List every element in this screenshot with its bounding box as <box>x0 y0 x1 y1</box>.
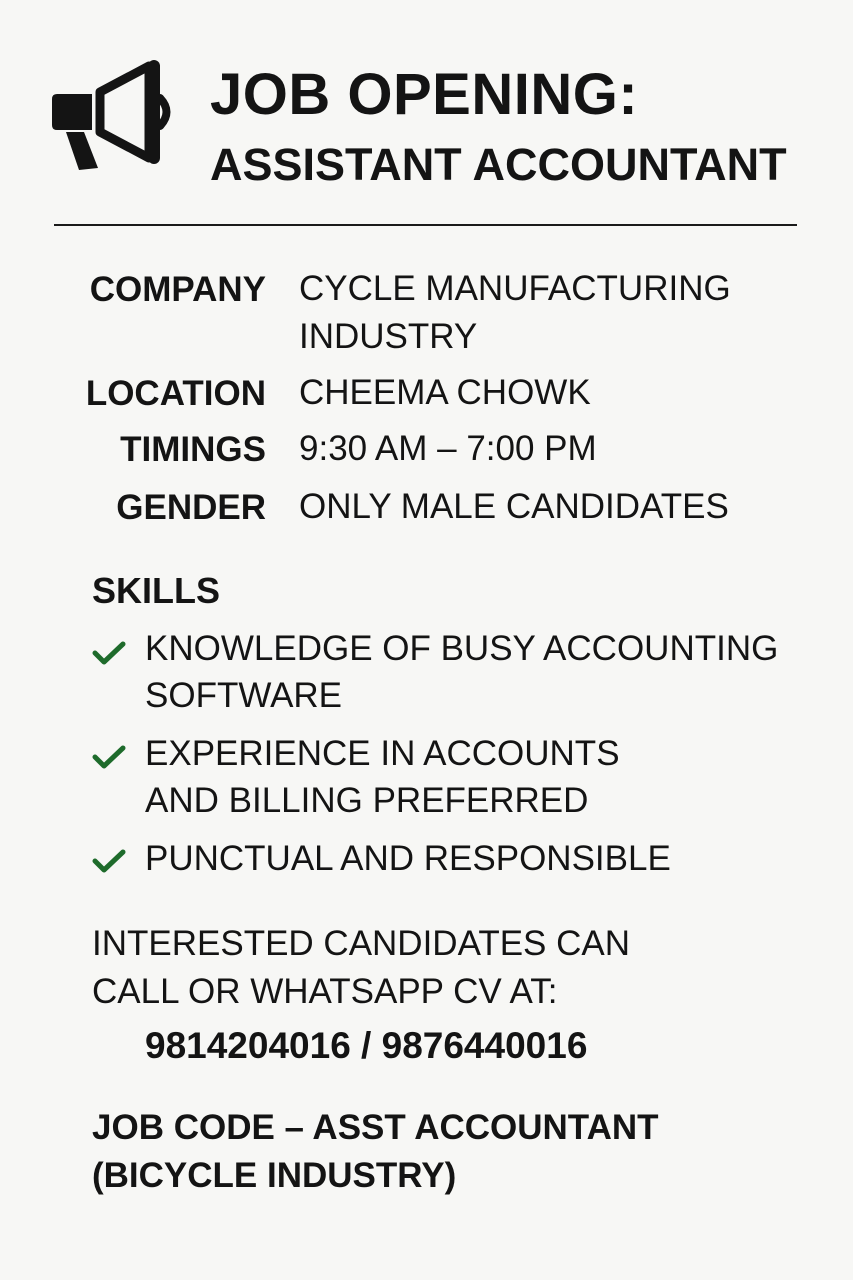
job-position-subtitle: ASSISTANT ACCOUNTANT <box>210 139 787 190</box>
gender-label: GENDER <box>116 488 266 527</box>
location-label: LOCATION <box>85 374 266 413</box>
company-label: COMPANY <box>89 270 266 309</box>
job-opening-title: JOB OPENING: <box>210 62 639 127</box>
job-code-line1: JOB CODE – ASST ACCOUNTANT <box>92 1108 659 1147</box>
skill-item-2-line1: EXPERIENCE IN ACCOUNTS <box>145 734 620 773</box>
timings-label: TIMINGS <box>120 430 266 469</box>
contact-instructions <box>92 920 630 1017</box>
megaphone-icon <box>52 58 174 178</box>
job-code-line2: (BICYCLE INDUSTRY) <box>92 1156 457 1196</box>
check-icon <box>92 640 126 666</box>
company-value-line1: CYCLE MANUFACTURING <box>299 269 731 308</box>
contact-line1: INTERESTED CANDIDATES CAN <box>92 924 631 963</box>
check-icon <box>92 744 126 770</box>
gender-value: ONLY MALE CANDIDATES <box>299 487 729 526</box>
location-value: CHEEMA CHOWK <box>299 373 591 412</box>
company-value-line2: INDUSTRY <box>299 317 478 356</box>
skill-item-2-line2: AND BILLING PREFERRED <box>145 781 589 820</box>
job-code <box>92 1104 659 1201</box>
skill-item-3: PUNCTUAL AND RESPONSIBLE <box>145 839 671 878</box>
timings-value: 9:30 AM – 7:00 PM <box>299 429 597 468</box>
contact-line2: CALL OR WHATSAPP CV AT: <box>92 972 558 1012</box>
skill-item-1-line2: SOFTWARE <box>145 676 343 715</box>
skill-item-1-line1: KNOWLEDGE OF BUSY ACCOUNTING <box>145 629 779 668</box>
check-icon <box>92 848 126 874</box>
skills-heading: SKILLS <box>92 570 221 611</box>
phone-numbers: 9814204016 / 9876440016 <box>145 1025 588 1066</box>
header-divider <box>54 224 797 226</box>
